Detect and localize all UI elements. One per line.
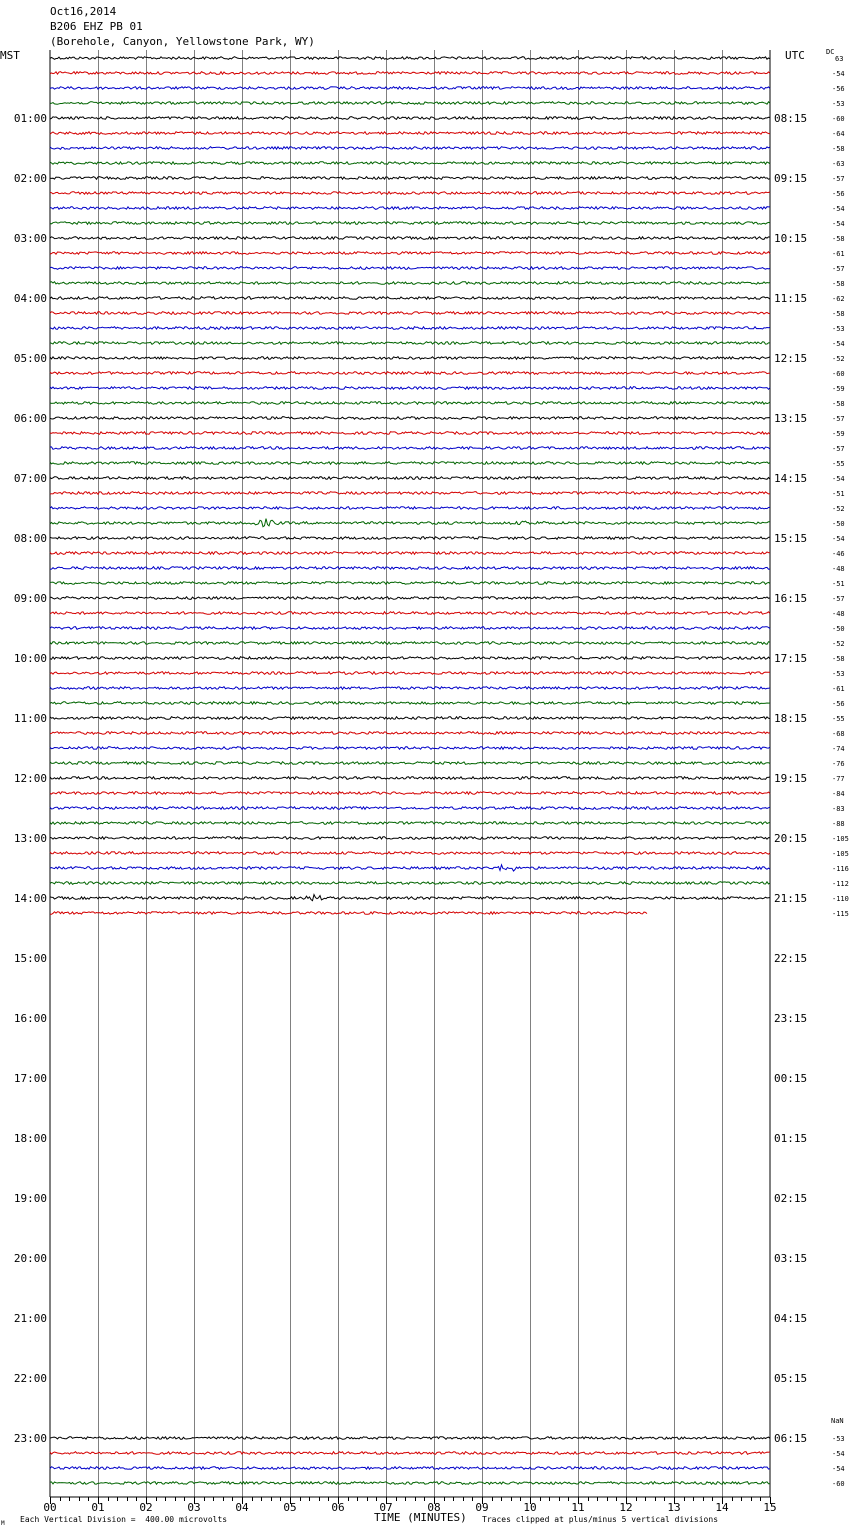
x-tick-label: 05 [283, 1501, 297, 1514]
x-tick-label: 06 [331, 1501, 345, 1514]
seismic-trace [50, 192, 770, 195]
left-timezone-label: MST [0, 49, 20, 62]
dc-offset-label: -56 [832, 190, 845, 198]
x-tick-label: 10 [523, 1501, 537, 1514]
x-tick-label: 07 [379, 1501, 393, 1514]
seismic-trace [50, 312, 770, 315]
seismic-trace [50, 519, 770, 527]
dc-offset-label: -57 [832, 415, 845, 423]
dc-offset-label: -58 [832, 400, 845, 408]
utc-hour-label: 11:15 [774, 292, 808, 305]
seismic-trace [50, 717, 770, 720]
dc-offset-label: -77 [832, 775, 845, 783]
seismic-trace [50, 72, 770, 75]
utc-hour-label: 20:15 [774, 832, 808, 845]
dc-offset-label: -50 [832, 520, 845, 528]
dc-offset-label: -61 [832, 250, 845, 258]
x-tick-label: 01 [91, 1501, 105, 1514]
dc-offset-label: -54 [832, 205, 845, 213]
utc-hour-label: 15:15 [774, 532, 808, 545]
dc-offset-label: -54 [832, 220, 845, 228]
seismic-trace [50, 297, 770, 300]
dc-offset-label: -115 [832, 910, 849, 918]
seismic-trace [50, 642, 770, 645]
dc-offset-label: -64 [832, 130, 845, 138]
dc-offset-label: -116 [832, 865, 849, 873]
utc-hour-label: 04:15 [774, 1312, 808, 1325]
seismic-trace [50, 492, 770, 495]
dc-offset-label: -83 [832, 805, 845, 813]
x-tick-label: 12 [619, 1501, 633, 1514]
dc-offset-label: -76 [832, 760, 845, 768]
utc-hour-label: 02:15 [774, 1192, 808, 1205]
mst-hour-label: 09:00 [13, 592, 47, 605]
seismic-trace [50, 147, 770, 150]
dc-offset-label: -54 [832, 1450, 845, 1458]
seismic-trace [50, 1482, 770, 1485]
seismic-trace [50, 567, 770, 570]
seismic-trace [50, 807, 770, 810]
clipping-note: Traces clipped at plus/minus 5 vertical divisions [482, 1515, 719, 1524]
dc-offset-label: -51 [832, 580, 845, 588]
mst-hour-label: 08:00 [13, 532, 47, 545]
dc-offset-label: -55 [832, 460, 845, 468]
utc-hour-label: 18:15 [774, 712, 808, 725]
seismic-trace [50, 702, 770, 705]
dc-offset-label: -56 [832, 85, 845, 93]
utc-hour-label: 01:15 [774, 1132, 808, 1145]
x-tick-label: 11 [571, 1501, 585, 1514]
chart-date: Oct16,2014 [50, 5, 117, 18]
utc-hour-label: 10:15 [774, 232, 808, 245]
dc-offset-label: -50 [832, 625, 845, 633]
x-tick-label: 09 [475, 1501, 489, 1514]
dc-offset-label: -46 [832, 550, 845, 558]
utc-hour-label: 13:15 [774, 412, 808, 425]
dc-offset-label: -62 [832, 295, 845, 303]
corner-mark: M [1, 1520, 5, 1527]
seismic-trace [50, 57, 770, 60]
dc-offset-label: -60 [832, 370, 845, 378]
dc-offset-label: -54 [832, 475, 845, 483]
utc-hour-label: 09:15 [774, 172, 808, 185]
seismic-trace [50, 687, 770, 690]
utc-hour-label: 23:15 [774, 1012, 808, 1025]
station-code: B206 EHZ PB 01 [50, 20, 143, 33]
seismic-trace [50, 657, 770, 660]
seismic-trace [50, 162, 770, 165]
seismic-trace [50, 597, 770, 600]
seismic-trace [50, 342, 770, 345]
dc-offset-label: -54 [832, 340, 845, 348]
seismic-trace [50, 222, 770, 225]
seismic-trace [50, 477, 770, 480]
x-tick-label: 14 [715, 1501, 729, 1514]
seismic-trace [50, 462, 770, 465]
x-tick-label: 02 [139, 1501, 153, 1514]
dc-offset-label: -88 [832, 820, 845, 828]
seismic-trace [50, 417, 770, 420]
dc-offset-label: -74 [832, 745, 845, 753]
mst-hour-label: 23:00 [13, 1432, 47, 1445]
dc-offset-label: -60 [832, 115, 845, 123]
seismic-trace [50, 87, 770, 90]
dc-offset-label: -63 [832, 160, 845, 168]
seismic-trace [50, 672, 770, 675]
dc-offset-label: -54 [832, 1465, 845, 1473]
mst-hour-label: 01:00 [13, 112, 47, 125]
x-tick-label: 08 [427, 1501, 441, 1514]
seismic-trace [50, 177, 770, 180]
dc-offset-label: -68 [832, 730, 845, 738]
dc-offset-label: -56 [832, 700, 845, 708]
utc-hour-label: 22:15 [774, 952, 808, 965]
seismic-trace [50, 912, 647, 915]
seismic-trace [50, 117, 770, 120]
x-tick-label: 03 [187, 1501, 201, 1514]
seismic-trace [50, 612, 770, 615]
dc-offset-label: -58 [832, 310, 845, 318]
mst-hour-label: 10:00 [13, 652, 47, 665]
right-timezone-label: UTC [785, 49, 805, 62]
seismic-trace [50, 822, 770, 825]
utc-hour-label: 00:15 [774, 1072, 808, 1085]
mst-hour-label: 15:00 [13, 952, 47, 965]
seismic-trace [50, 282, 770, 285]
seismic-trace [50, 372, 770, 375]
seismic-trace [50, 882, 770, 885]
dc-offset-label: -55 [832, 715, 845, 723]
seismic-trace [50, 327, 770, 330]
seismic-trace [50, 402, 770, 405]
seismic-trace [50, 582, 770, 585]
seismic-trace [50, 552, 770, 555]
seismic-trace [50, 792, 770, 795]
seismic-trace [50, 732, 770, 735]
seismic-trace [50, 762, 770, 765]
dc-offset-label: -110 [832, 895, 849, 903]
mst-hour-label: 21:00 [13, 1312, 47, 1325]
utc-hour-label: 05:15 [774, 1372, 808, 1385]
x-tick-label: 04 [235, 1501, 249, 1514]
dc-offset-label: -48 [832, 565, 845, 573]
utc-hour-label: 03:15 [774, 1252, 808, 1265]
dc-offset-label: -58 [832, 145, 845, 153]
seismic-trace [50, 865, 770, 871]
mst-hour-label: 18:00 [13, 1132, 47, 1145]
utc-hour-label: 14:15 [774, 472, 808, 485]
seismic-trace [50, 267, 770, 270]
seismic-trace [50, 1467, 770, 1470]
dc-offset-label: -57 [832, 445, 845, 453]
utc-hour-label: 06:15 [774, 1432, 808, 1445]
nan-dc-label: NaN [831, 1417, 844, 1425]
mst-hour-label: 13:00 [13, 832, 47, 845]
mst-hour-label: 06:00 [13, 412, 47, 425]
seismic-trace [50, 387, 770, 390]
mst-hour-label: 11:00 [13, 712, 47, 725]
dc-offset-label: -57 [832, 175, 845, 183]
seismic-trace [50, 207, 770, 210]
mst-hour-label: 07:00 [13, 472, 47, 485]
seismic-trace [50, 447, 770, 450]
dc-offset-label: -58 [832, 235, 845, 243]
scale-note: Each Vertical Division = 400.00 microvolts [20, 1515, 228, 1524]
dc-offset-label: -57 [832, 595, 845, 603]
seismic-trace [50, 432, 770, 435]
dc-offset-label: -53 [832, 1435, 845, 1443]
dc-offset-label: -57 [832, 265, 845, 273]
dc-offset-label: -53 [832, 670, 845, 678]
dc-offset-label: -54 [832, 535, 845, 543]
mst-hour-label: 22:00 [13, 1372, 47, 1385]
seismic-trace [50, 102, 770, 105]
mst-hour-label: 12:00 [13, 772, 47, 785]
seismic-trace [50, 837, 770, 840]
dc-offset-label: -52 [832, 505, 845, 513]
seismic-trace [50, 895, 770, 901]
dc-offset-label: -59 [832, 430, 845, 438]
mst-hour-label: 17:00 [13, 1072, 47, 1085]
dc-offset-label: -105 [832, 835, 849, 843]
dc-offset-label: -60 [832, 1480, 845, 1488]
mst-hour-label: 19:00 [13, 1192, 47, 1205]
utc-hour-label: 16:15 [774, 592, 808, 605]
mst-hour-label: 14:00 [13, 892, 47, 905]
x-tick-label: 13 [667, 1501, 681, 1514]
dc-offset-label: -52 [832, 640, 845, 648]
seismic-trace [50, 627, 770, 630]
dc-offset-label: -58 [832, 655, 845, 663]
seismic-trace [50, 237, 770, 240]
seismic-trace [50, 777, 770, 780]
utc-hour-label: 08:15 [774, 112, 808, 125]
dc-offset-label: -52 [832, 355, 845, 363]
dc-offset-label: -58 [832, 280, 845, 288]
dc-offset-label: -61 [832, 685, 845, 693]
seismic-trace [50, 357, 770, 360]
mst-hour-label: 16:00 [13, 1012, 47, 1025]
x-tick-label: 15 [763, 1501, 777, 1514]
dc-offset-label: -51 [832, 490, 845, 498]
seismic-trace [50, 747, 770, 750]
seismic-trace [50, 252, 770, 255]
station-location: (Borehole, Canyon, Yellowstone Park, WY) [50, 35, 315, 48]
dc-offset-label: -105 [832, 850, 849, 858]
mst-hour-label: 04:00 [13, 292, 47, 305]
dc-offset-label: -59 [832, 385, 845, 393]
dc-offset-label: -53 [832, 100, 845, 108]
utc-hour-label: 17:15 [774, 652, 808, 665]
mst-hour-label: 02:00 [13, 172, 47, 185]
dc-offset-label: -84 [832, 790, 845, 798]
utc-hour-label: 21:15 [774, 892, 808, 905]
seismic-trace [50, 507, 770, 510]
dc-offset-label: -54 [832, 70, 845, 78]
dc-offset-label: -48 [832, 610, 845, 618]
x-tick-label: 00 [43, 1501, 57, 1514]
dc-column-label: DC [826, 48, 835, 56]
seismic-trace [50, 132, 770, 135]
utc-hour-label: 12:15 [774, 352, 808, 365]
dc-offset-label: -112 [832, 880, 849, 888]
dc-offset-label: -53 [832, 325, 845, 333]
seismic-trace [50, 537, 770, 540]
mst-hour-label: 03:00 [13, 232, 47, 245]
x-axis-label: TIME (MINUTES) [374, 1511, 467, 1524]
dc-offset-label: 63 [835, 55, 844, 63]
mst-hour-label: 20:00 [13, 1252, 47, 1265]
utc-hour-label: 19:15 [774, 772, 808, 785]
seismic-trace [50, 1437, 770, 1440]
seismic-trace [50, 1452, 770, 1455]
seismic-trace [50, 852, 770, 855]
mst-hour-label: 05:00 [13, 352, 47, 365]
